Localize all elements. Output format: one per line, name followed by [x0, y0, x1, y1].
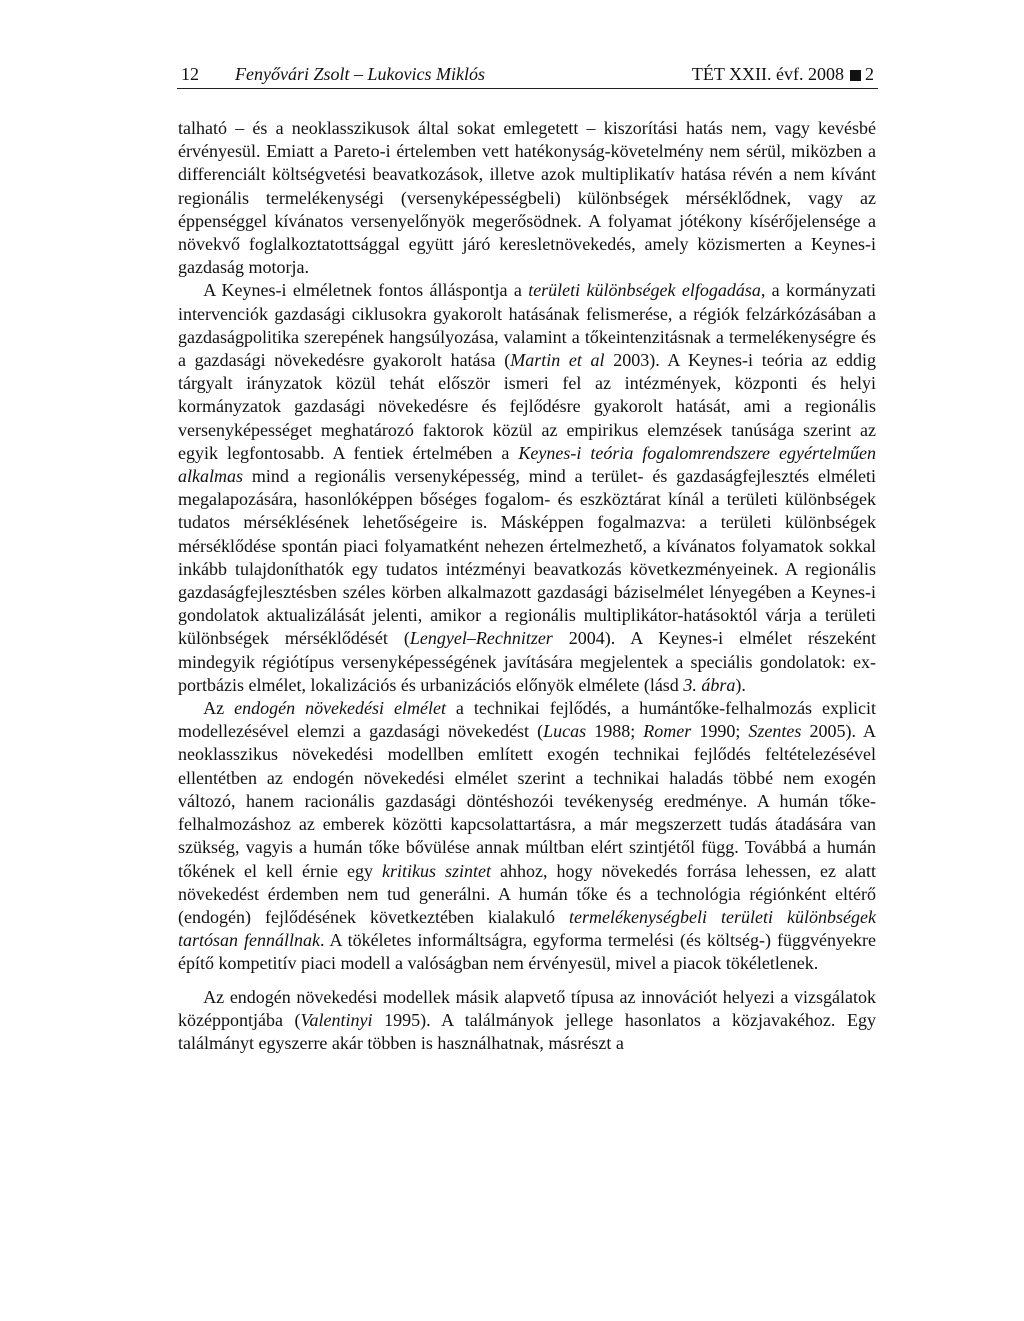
italic-text: termelékenységbeli területi különbségek tartósan fennállnak [178, 906, 876, 951]
running-header [177, 62, 878, 89]
italic-text: területi különbségek elfogadása [528, 280, 761, 301]
header-authors: Fenyővári Zsolt – Lukovics Miklós [235, 64, 485, 84]
italic-text: Valentinyi [300, 1009, 373, 1030]
issue-number: 2 [865, 64, 874, 84]
paragraph [178, 279, 876, 697]
text-run: ahhoz, hogy növekedés forrása lehessen, ez alatt növekedést érdemben nem tud generálni. A humán tőke és a technológia régiónként eltérő (endogén) fejlődésének következtében kialakuló [178, 860, 876, 927]
italic-text: Szentes [748, 721, 802, 742]
italic-text: 3. ábra [683, 674, 736, 695]
italic-text: Lucas [543, 721, 587, 742]
text-run: Az endogén növekedési modellek másik alapvető típusa az innovációt helyezi a vizsgálatok középpontjába ( [178, 986, 876, 1030]
page-number: 12 [181, 64, 199, 84]
journal-name: TÉT XXII. évf. 2008 [691, 64, 844, 84]
text-run: a technikai fejlődés, a humántőke-felhalmozás explicit modellezésével elemzi a gazdasági növekedést ( [178, 698, 876, 742]
italic-text: Keynes-i teória fogalomrendszere egyértelműen alkalmas [178, 442, 877, 487]
text-run: talható – és a neoklasszikusok által sokat emlegetett – kiszorítási hatás nem, vagy kevésbé érvényesül. Emiatt a Pareto-i értelemben vett hatékonyság-követelmény nem sérül, miközben a differenciált költségvetési beavatkozások, illetve azok multiplikatív hatása révén a nem kívánt regionális termelékenységi (versenyképességbeli) különbségek mérséklődnek, vagy az éppenséggel kívánatos versenyelőnyök megerősödnek. A folyamat jótékony kísérőjelensége a növekvő foglalkoztatottsággal együtt járó keresletnövekedés, amely közismerten a Keynes-i gazdaság motorja. [178, 118, 876, 278]
text-run: Az [203, 698, 235, 719]
text-run: 2005). A neoklasszikus növekedési modellben említett exogén technikai fejlődés feltételezésével ellentétben az endogén növekedési elmélet szerint a technikai haladás többé nem exogén változó, hanem racionális gazdasági döntéshozói tevékenység eredménye. A humán tőke-felhalmozáshoz az emberek közötti kapcsolattartásra, a már megszerzett tudás átadására van szükség, vagyis a humán tőke bővülése annak múltban elért szintjétől függ. Továbbá a humán tőkének el kell érnie egy [178, 721, 877, 881]
italic-text: endogén növekedési elmélet [234, 698, 446, 719]
italic-text: Romer [643, 721, 692, 742]
text-run: 1995). A találmányok jellege hasonlatos a közjavakéhoz. Egy találmányt egyszerre akár többen is használhatnak, másrészt a [178, 1009, 876, 1053]
text-run: . A tökéletes informáltságra, egyforma termelési (és költség-) függvényekre építő kompetitív piaci modell a valóságban nem érvényesül, mivel a piacok tökéletlenek. [178, 930, 876, 974]
paragraph [178, 697, 876, 975]
header-journal [692, 64, 874, 85]
text-run: ). [735, 674, 746, 695]
paragraph [178, 986, 876, 1056]
text-run: 2003). A Keynes-i teória az eddig tárgyalt irányzatok közül tehát először ismeri fel az intézmények, központi és helyi kormányzatok gazdasági növekedésre és fejlődésre gyakorolt hatását, ami a regionális versenyképességet meghatározó faktorok közül az empirikus elemzések tanúsága szerint az egyik legfontosabb. A fentiek értelmében a [178, 350, 876, 463]
paragraph [178, 117, 876, 279]
italic-text: kritikus szintet [382, 860, 492, 881]
text-run: , a kormányzati intervenciók gazdasági ciklusokra gyakorolt hatásának felismerése, a régiók felzárkózásában a gazdaságpolitika szerepének hangsúlyozása, valamint a tőkeintenzitásnak a termelékenységre és a gazdasági növekedésre gyakorolt hatása ( [178, 280, 876, 371]
body-text [178, 117, 876, 1055]
text-run: 1988; [586, 721, 644, 742]
square-bullet-icon [850, 70, 861, 81]
text-run: mind a regionális versenyképesség, mind a terület- és gazdaságfejlesztés elméleti megalapozására, hasonlóképpen bőséges fogalom- és eszköztárat kínál a területi különbségek tudatos mérséklésének lehetőségeire is. Másképpen fogalmazva: a területi különbségek mérséklődése spontán piaci folyamatként nehezen értelmezhető, a kívánatos folyamatok sokkal inkább tulajdoníthatók egy tudatos intézményi beavatkozás következményeinek. A regionális gazdaságfejlesztésben széles körben alkalmazott gazdasági báziselmélet lényegében a Keynes-i gondolatok aktualizálását jelenti, amikor a regionális multiplikátor-hatásoktól várja a területi különbségek mérséklődését ( [178, 466, 876, 649]
italic-text: Lengyel–Rechnitzer [409, 628, 553, 649]
text-run: 1990; [691, 721, 749, 742]
text-run: A Keynes-i elméletnek fontos álláspontja a [203, 280, 529, 301]
italic-text: Martin et al [510, 350, 605, 371]
text-run: 2004). A Keynes-i elmélet részeként mindegyik régiótípus versenyképességének javítására megjelentek a speciális gondolatok: exportbázis elmélet, lokalizációs és urbanizációs előnyök elmélete (lásd [178, 628, 876, 695]
